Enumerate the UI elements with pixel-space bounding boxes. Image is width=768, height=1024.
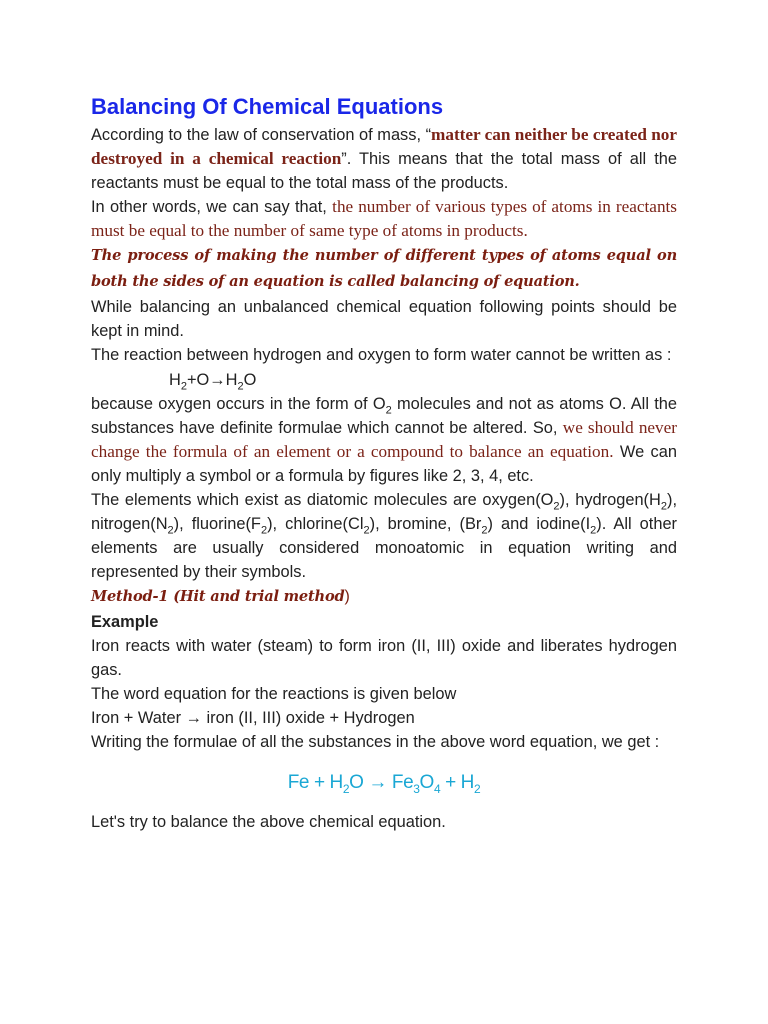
paragraph-points-in-mind: While balancing an unbalanced chemical equation following points should be kept in mind. bbox=[91, 298, 677, 340]
text-fragment: ), bromine, (Br bbox=[369, 515, 482, 533]
text-fragment: ). All other elements are usually considered monoatomic in equation writing and represented by their symbols. bbox=[91, 515, 678, 581]
method-heading bbox=[91, 584, 677, 610]
chemical-equation-iron-water bbox=[91, 768, 677, 798]
chem-plus-h: + H bbox=[440, 772, 474, 793]
method-label: Method-1 (Hit and trial method bbox=[91, 588, 345, 605]
paragraph-conservation-of-mass bbox=[91, 123, 677, 195]
subscript: 2 bbox=[660, 500, 667, 513]
text-fragment: ), fluorine(F bbox=[173, 515, 261, 533]
chem-subscript: 4 bbox=[433, 781, 441, 796]
eq-mid: +O→H bbox=[186, 371, 238, 389]
eq-o: O bbox=[243, 371, 257, 389]
text-fragment: We can only multiply a symbol or a formula by figures like 2, 3, 4, etc. bbox=[91, 443, 677, 485]
text-fragment: ”. This means that the total mass of all the reactants must be equal to the total mass of the products. bbox=[91, 150, 677, 192]
quote-matter: matter can neither be created nor destroyed in a chemical reaction bbox=[91, 125, 678, 168]
paragraph-diatomic-elements bbox=[91, 488, 677, 584]
chem-fe: Fe + H bbox=[287, 772, 343, 793]
method-paren: ) bbox=[344, 588, 350, 605]
chem-o-arrow: O → Fe bbox=[349, 772, 414, 793]
text-fragment: ), hydrogen(H bbox=[559, 491, 661, 509]
document-title: Balancing Of Chemical Equations bbox=[91, 94, 444, 119]
paragraph-writing-formulae: Writing the formulae of all the substances in the above word equation, we get : bbox=[91, 733, 660, 751]
paragraph-other-words bbox=[91, 195, 677, 243]
chem-subscript: 3 bbox=[413, 781, 420, 796]
subscript: 2 bbox=[590, 524, 597, 537]
text-fragment: molecules and not as atoms O. All the substances have definite formulae which cannot be altered. So, bbox=[91, 395, 678, 437]
eq-subscript: 2 bbox=[237, 380, 244, 393]
text-fragment: In other words, we can say that, bbox=[91, 198, 333, 216]
subscript: 2 bbox=[260, 524, 268, 537]
text-fragment: ), chlorine(Cl bbox=[267, 515, 364, 533]
paragraph-oxygen-form bbox=[91, 392, 677, 488]
paragraph-word-equation-intro: The word equation for the reactions is given below bbox=[91, 685, 457, 703]
equation-unbalanced-water bbox=[91, 368, 677, 392]
paragraph-iron-reacts: Iron reacts with water (steam) to form iron (II, III) oxide and liberates hydrogen gas. bbox=[91, 637, 677, 679]
example-heading: Example bbox=[91, 613, 159, 631]
text-fragment: The elements which exist as diatomic molecules are oxygen(O bbox=[91, 491, 554, 509]
highlight-atoms-statement: the number of various types of atoms in reactants must be equal to the number of same type of atoms in products. bbox=[91, 197, 677, 240]
subscript: 2 bbox=[481, 524, 488, 537]
paragraph-hydrogen-oxygen: The reaction between hydrogen and oxygen to form water cannot be written as : bbox=[91, 346, 672, 364]
chem-o: O bbox=[419, 772, 434, 793]
subscript: 2 bbox=[363, 524, 370, 537]
definition-balancing: The process of making the number of different types of atoms equal on both the sides of an equation is called balancing of equation. bbox=[91, 247, 677, 290]
paragraph-lets-balance: Let's try to balance the above chemical equation. bbox=[91, 813, 446, 831]
subscript: 2 bbox=[167, 524, 174, 537]
text-fragment: ), nitrogen(N bbox=[91, 491, 677, 533]
text-fragment: According to the law of conservation of mass, “ bbox=[91, 126, 432, 144]
eq-subscript: 2 bbox=[180, 380, 187, 393]
word-equation: Iron + Water → iron (II, III) oxide + Hydrogen bbox=[91, 709, 415, 727]
eq-h: H bbox=[169, 371, 181, 389]
chem-subscript: 2 bbox=[342, 781, 350, 796]
text-fragment: ) and iodine(I bbox=[487, 515, 591, 533]
document-content bbox=[91, 92, 677, 834]
subscript: 2 bbox=[553, 500, 560, 513]
text-fragment: because oxygen occurs in the form of O bbox=[91, 395, 386, 413]
chem-subscript: 2 bbox=[474, 781, 481, 796]
highlight-never-change-formula: we should never change the formula of an element or a compound to balance an equation. bbox=[91, 418, 677, 461]
subscript: 2 bbox=[385, 404, 392, 417]
